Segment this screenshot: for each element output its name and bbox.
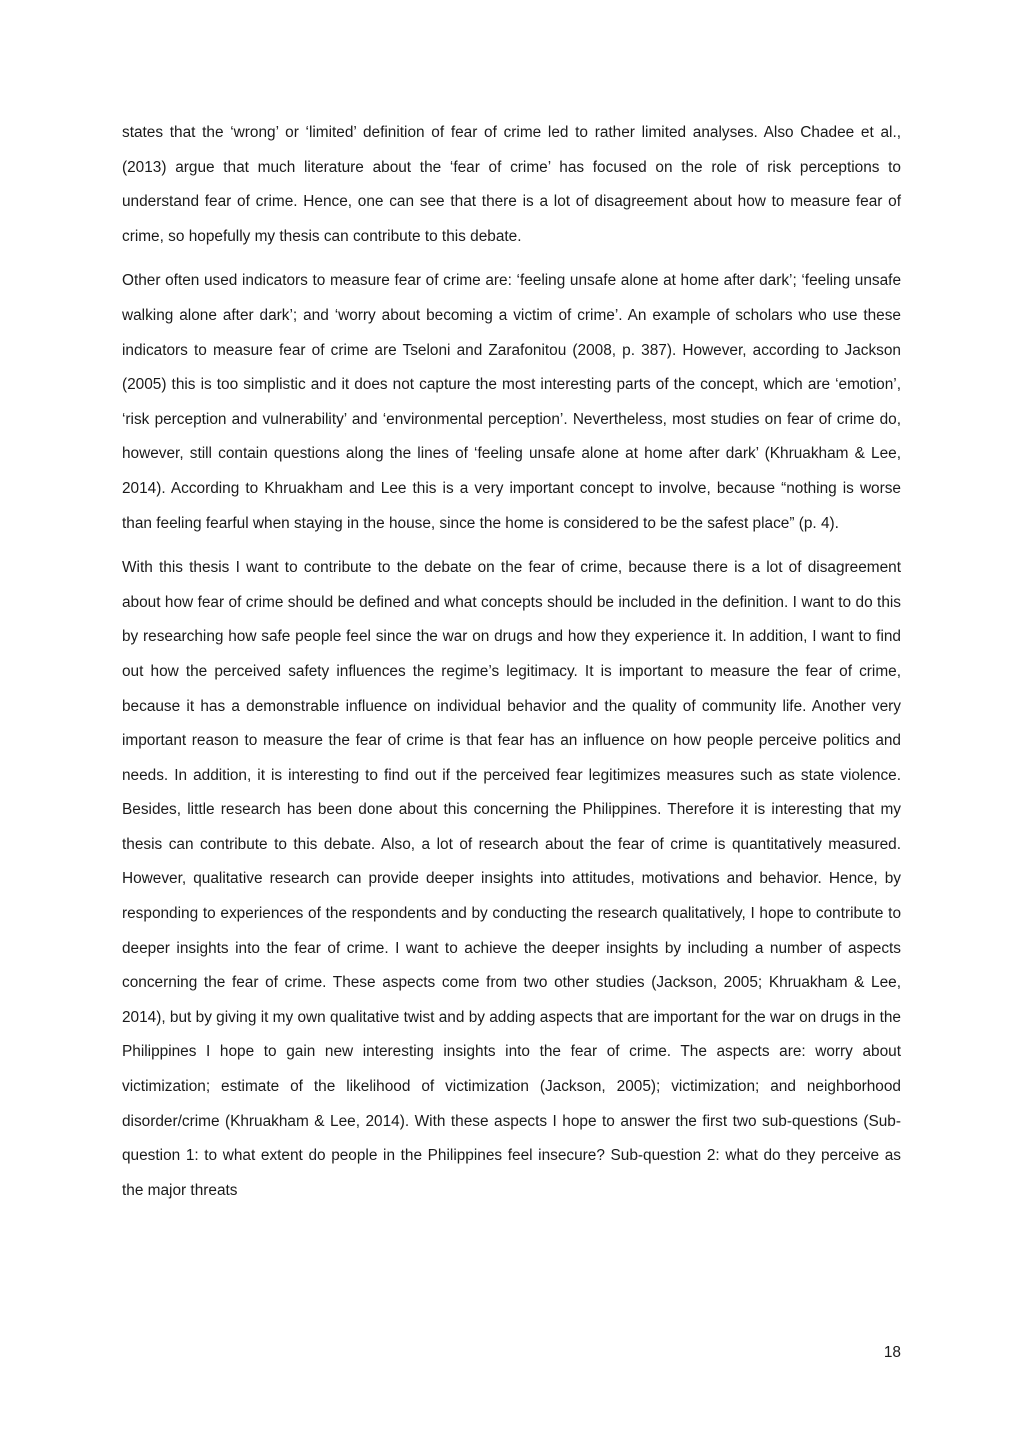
paragraph-fear-definition-debate: states that the ‘wrong’ or ‘limited’ definition of fear of crime led to rather limited analyses. Also Chadee et al., (2013) argue that much literature about the ‘fear of crime’ has focused on the role of risk perceptions to understand fear of crime. Hence, one can see that there is a lot of disagreement about how to measure fear of crime, so hopefully my thesis can contribute to this debate. [122,124,901,245]
body-text [122,116,901,1208]
paragraph-thesis-contribution: With this thesis I want to contribute to the debate on the fear of crime, because there is a lot of disagreement about how fear of crime should be defined and what concepts should be included in the definition. I want to do this by researching how safe people feel since the war on drugs and how they experience it. In addition, I want to find out how the perceived safety influences the regime’s legitimacy. It is important to measure the fear of crime, because it has a demonstrable influence on individual behavior and the quality of community life. Another very important reason to measure the fear of crime is that fear has an influence on how people perceive politics and needs. In addition, it is interesting to find out if the perceived fear legitimizes measures such as state violence. Besides, little research has been done about this concerning the Philippines. Therefore it is interesting that my thesis can contribute to this debate. Also, a lot of research about the fear of crime is quantitatively measured. However, qualitative research can provide deeper insights into attitudes, motivations and behavior. Hence, by responding to experiences of the respondents and by conducting the research qualitatively, I hope to contribute to deeper insights into the fear of crime. I want to achieve the deeper insights by including a number of aspects concerning the fear of crime. These aspects come from two other studies (Jackson, 2005; Khruakham & Lee, 2014), but by giving it my own qualitative twist and by adding aspects that are important for the war on drugs in the Philippines I hope to gain new interesting insights into the fear of crime. The aspects are: worry about victimization; estimate of the likelihood of victimization (Jackson, 2005); victimization; and neighborhood disorder/crime (Khruakham & Lee, 2014). With these aspects I hope to answer the first two sub-questions (Sub-question 1: to what extent do people in the Philippines feel insecure? Sub-question 2: what do they perceive as the major threats [122,559,901,1199]
paragraph-fear-indicators: Other often used indicators to measure fear of crime are: ‘feeling unsafe alone at home after dark’; ‘feeling unsafe walking alone after dark’; and ‘worry about becoming a victim of crime’. An example of scholars who use these indicators to measure fear of crime are Tseloni and Zarafonitou (2008, p. 387). However, according to Jackson (2005) this is too simplistic and it does not capture the most interesting parts of the concept, which are ‘emotion’, ‘risk perception and vulnerability’ and ‘environmental perception’. Nevertheless, most studies on fear of crime do, however, still contain questions along the lines of ‘feeling unsafe alone at home after dark’ (Khruakham & Lee, 2014). According to Khruakham and Lee this is a very important concept to involve, because “nothing is worse than feeling fearful when staying in the house, since the home is considered to be the safest place” (p. 4). [122,272,901,532]
page-number: 18 [883,1344,901,1361]
